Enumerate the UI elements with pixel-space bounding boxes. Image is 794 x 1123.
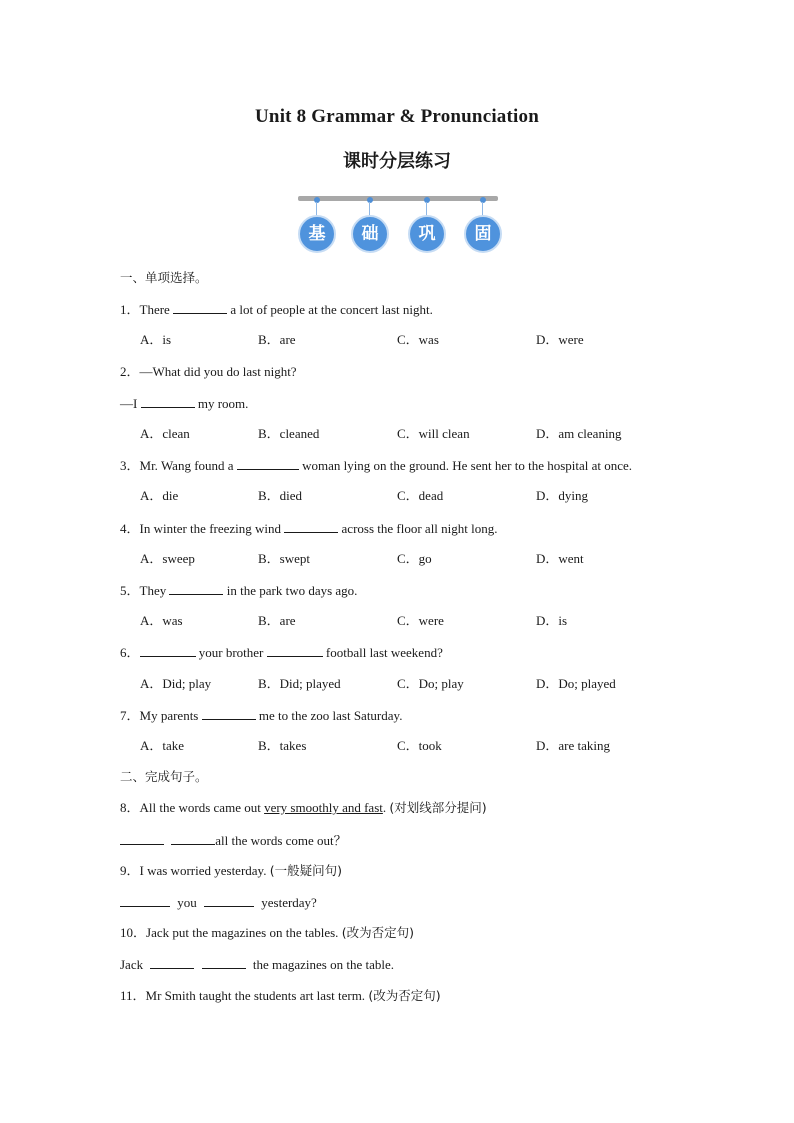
question-hint: (对划线部分提问) xyxy=(389,800,487,815)
question-1 xyxy=(120,301,433,318)
option-d[interactable]: D．am cleaning xyxy=(536,426,622,441)
question-text: There xyxy=(139,302,170,317)
option-d[interactable]: D．dying xyxy=(536,488,589,503)
question-hint: (改为否定句) xyxy=(368,988,441,1003)
option-d[interactable]: D．were xyxy=(536,332,584,347)
question-5 xyxy=(120,582,357,599)
option-a[interactable]: A．sweep xyxy=(140,551,195,566)
question-number: 11． xyxy=(120,988,146,1003)
question-2 xyxy=(120,364,297,380)
option-d[interactable]: D．Do; played xyxy=(536,676,616,691)
question-number: 7． xyxy=(120,708,140,723)
question-number: 4． xyxy=(120,521,140,536)
question-4 xyxy=(120,520,498,537)
answer-blank[interactable] xyxy=(237,457,299,470)
badge-stem xyxy=(369,202,370,216)
answer-blank[interactable] xyxy=(284,520,338,533)
answer-blank[interactable] xyxy=(140,644,196,657)
option-a[interactable]: A．Did; play xyxy=(140,676,212,691)
answer-text: the magazines on the table. xyxy=(252,957,394,972)
question-11 xyxy=(120,988,441,1004)
option-c[interactable]: C．were xyxy=(397,613,444,628)
answer-blank[interactable] xyxy=(173,301,227,314)
question-number: 3． xyxy=(120,458,140,473)
question-number: 9． xyxy=(120,863,140,878)
question-text: . xyxy=(382,800,387,815)
question-number: 10． xyxy=(120,925,147,940)
question-number: 2． xyxy=(120,364,140,379)
answer-line-8 xyxy=(120,832,347,849)
question-number: 8． xyxy=(120,800,140,815)
section-heading: 一、单项选择。 xyxy=(120,270,208,285)
question-7 xyxy=(120,707,402,724)
question-text: Mr. Wang found a xyxy=(139,458,234,473)
question-text: Jack put the magazines on the tables. xyxy=(146,925,339,940)
option-c[interactable]: C．go xyxy=(397,551,432,566)
option-a[interactable]: A．is xyxy=(140,332,172,347)
option-c[interactable]: C．was xyxy=(397,332,439,347)
option-c[interactable]: C．took xyxy=(397,738,442,753)
answer-line-9 xyxy=(120,894,317,911)
section-banner xyxy=(296,193,502,255)
option-b[interactable]: B．died xyxy=(258,488,303,503)
question-number: 5． xyxy=(120,583,140,598)
badge-dot xyxy=(480,197,486,203)
badge-dot xyxy=(314,197,320,203)
question-text: across the floor all night long. xyxy=(341,521,498,536)
option-d[interactable]: D．went xyxy=(536,551,584,566)
question-text: My parents xyxy=(139,708,199,723)
answer-line-10 xyxy=(120,956,394,973)
question-text: in the park two days ago. xyxy=(226,583,358,598)
option-c[interactable]: C．Do; play xyxy=(397,676,464,691)
option-c[interactable]: C．will clean xyxy=(397,426,470,441)
question-3 xyxy=(120,457,632,474)
question-hint: (一般疑问句) xyxy=(269,863,342,878)
page-title: Unit 8 Grammar & Pronunciation xyxy=(255,106,539,127)
option-b[interactable]: B．swept xyxy=(258,551,311,566)
underlined-phrase: very smoothly and fast xyxy=(264,800,383,815)
badge-dot xyxy=(367,197,373,203)
page-subtitle: 课时分层练习 xyxy=(343,151,451,172)
answer-text: yesterday? xyxy=(261,895,317,910)
question-2-reply xyxy=(120,395,248,412)
answer-blank[interactable] xyxy=(141,395,195,408)
option-a[interactable]: A．was xyxy=(140,613,183,628)
answer-blank[interactable] xyxy=(267,644,323,657)
answer-blank[interactable] xyxy=(202,956,246,969)
option-d[interactable]: D．are taking xyxy=(536,738,611,753)
banner-bar xyxy=(298,196,498,201)
question-hint: (改为否定句) xyxy=(341,925,414,940)
option-d[interactable]: D．is xyxy=(536,613,568,628)
section-heading: 二、完成句子。 xyxy=(120,769,208,784)
answer-blank[interactable] xyxy=(202,707,256,720)
option-a[interactable]: A．take xyxy=(140,738,185,753)
badge-stem xyxy=(426,202,427,216)
question-text: a lot of people at the concert last night. xyxy=(230,302,433,317)
question-text: Mr Smith taught the students art last term. xyxy=(145,988,366,1003)
answer-blank[interactable] xyxy=(171,832,215,845)
answer-blank[interactable] xyxy=(169,582,223,595)
option-b[interactable]: B．are xyxy=(258,613,296,628)
question-text: my room. xyxy=(197,396,249,411)
question-text: I was worried yesterday. xyxy=(139,863,267,878)
answer-text: all the words come out？ xyxy=(215,833,347,848)
option-b[interactable]: B．takes xyxy=(258,738,307,753)
question-8 xyxy=(120,800,487,816)
option-c[interactable]: C．dead xyxy=(397,488,444,503)
badge-char: 巩 xyxy=(408,215,446,253)
question-10 xyxy=(120,925,414,941)
option-a[interactable]: A．clean xyxy=(140,426,190,441)
badge-stem xyxy=(482,202,483,216)
answer-blank[interactable] xyxy=(120,894,170,907)
badge-char: 固 xyxy=(464,215,502,253)
answer-blank[interactable] xyxy=(150,956,194,969)
question-text: They xyxy=(139,583,167,598)
question-number: 6． xyxy=(120,645,140,660)
badge-char: 基 xyxy=(298,215,336,253)
question-9 xyxy=(120,863,342,879)
option-b[interactable]: B．Did; played xyxy=(258,676,341,691)
answer-text: Jack xyxy=(120,957,144,972)
question-text: woman lying on the ground. He sent her to the hospital at once. xyxy=(302,458,633,473)
option-b[interactable]: B．are xyxy=(258,332,296,347)
question-text: —What did you do last night? xyxy=(139,364,297,379)
question-text: your brother xyxy=(198,645,264,660)
question-6 xyxy=(120,644,443,661)
answer-blank[interactable] xyxy=(120,832,164,845)
option-a[interactable]: A．die xyxy=(140,488,179,503)
question-number: 1． xyxy=(120,302,140,317)
question-text: All the words came out xyxy=(139,800,261,815)
question-text: football last weekend? xyxy=(325,645,443,660)
badge-char: 础 xyxy=(351,215,389,253)
option-b[interactable]: B．cleaned xyxy=(258,426,320,441)
answer-blank[interactable] xyxy=(204,894,254,907)
question-text: In winter the freezing wind xyxy=(139,521,282,536)
badge-stem xyxy=(316,202,317,216)
answer-text: you xyxy=(177,895,197,910)
question-text: me to the zoo last Saturday. xyxy=(258,708,403,723)
badge-dot xyxy=(424,197,430,203)
question-text: —I xyxy=(120,396,138,411)
